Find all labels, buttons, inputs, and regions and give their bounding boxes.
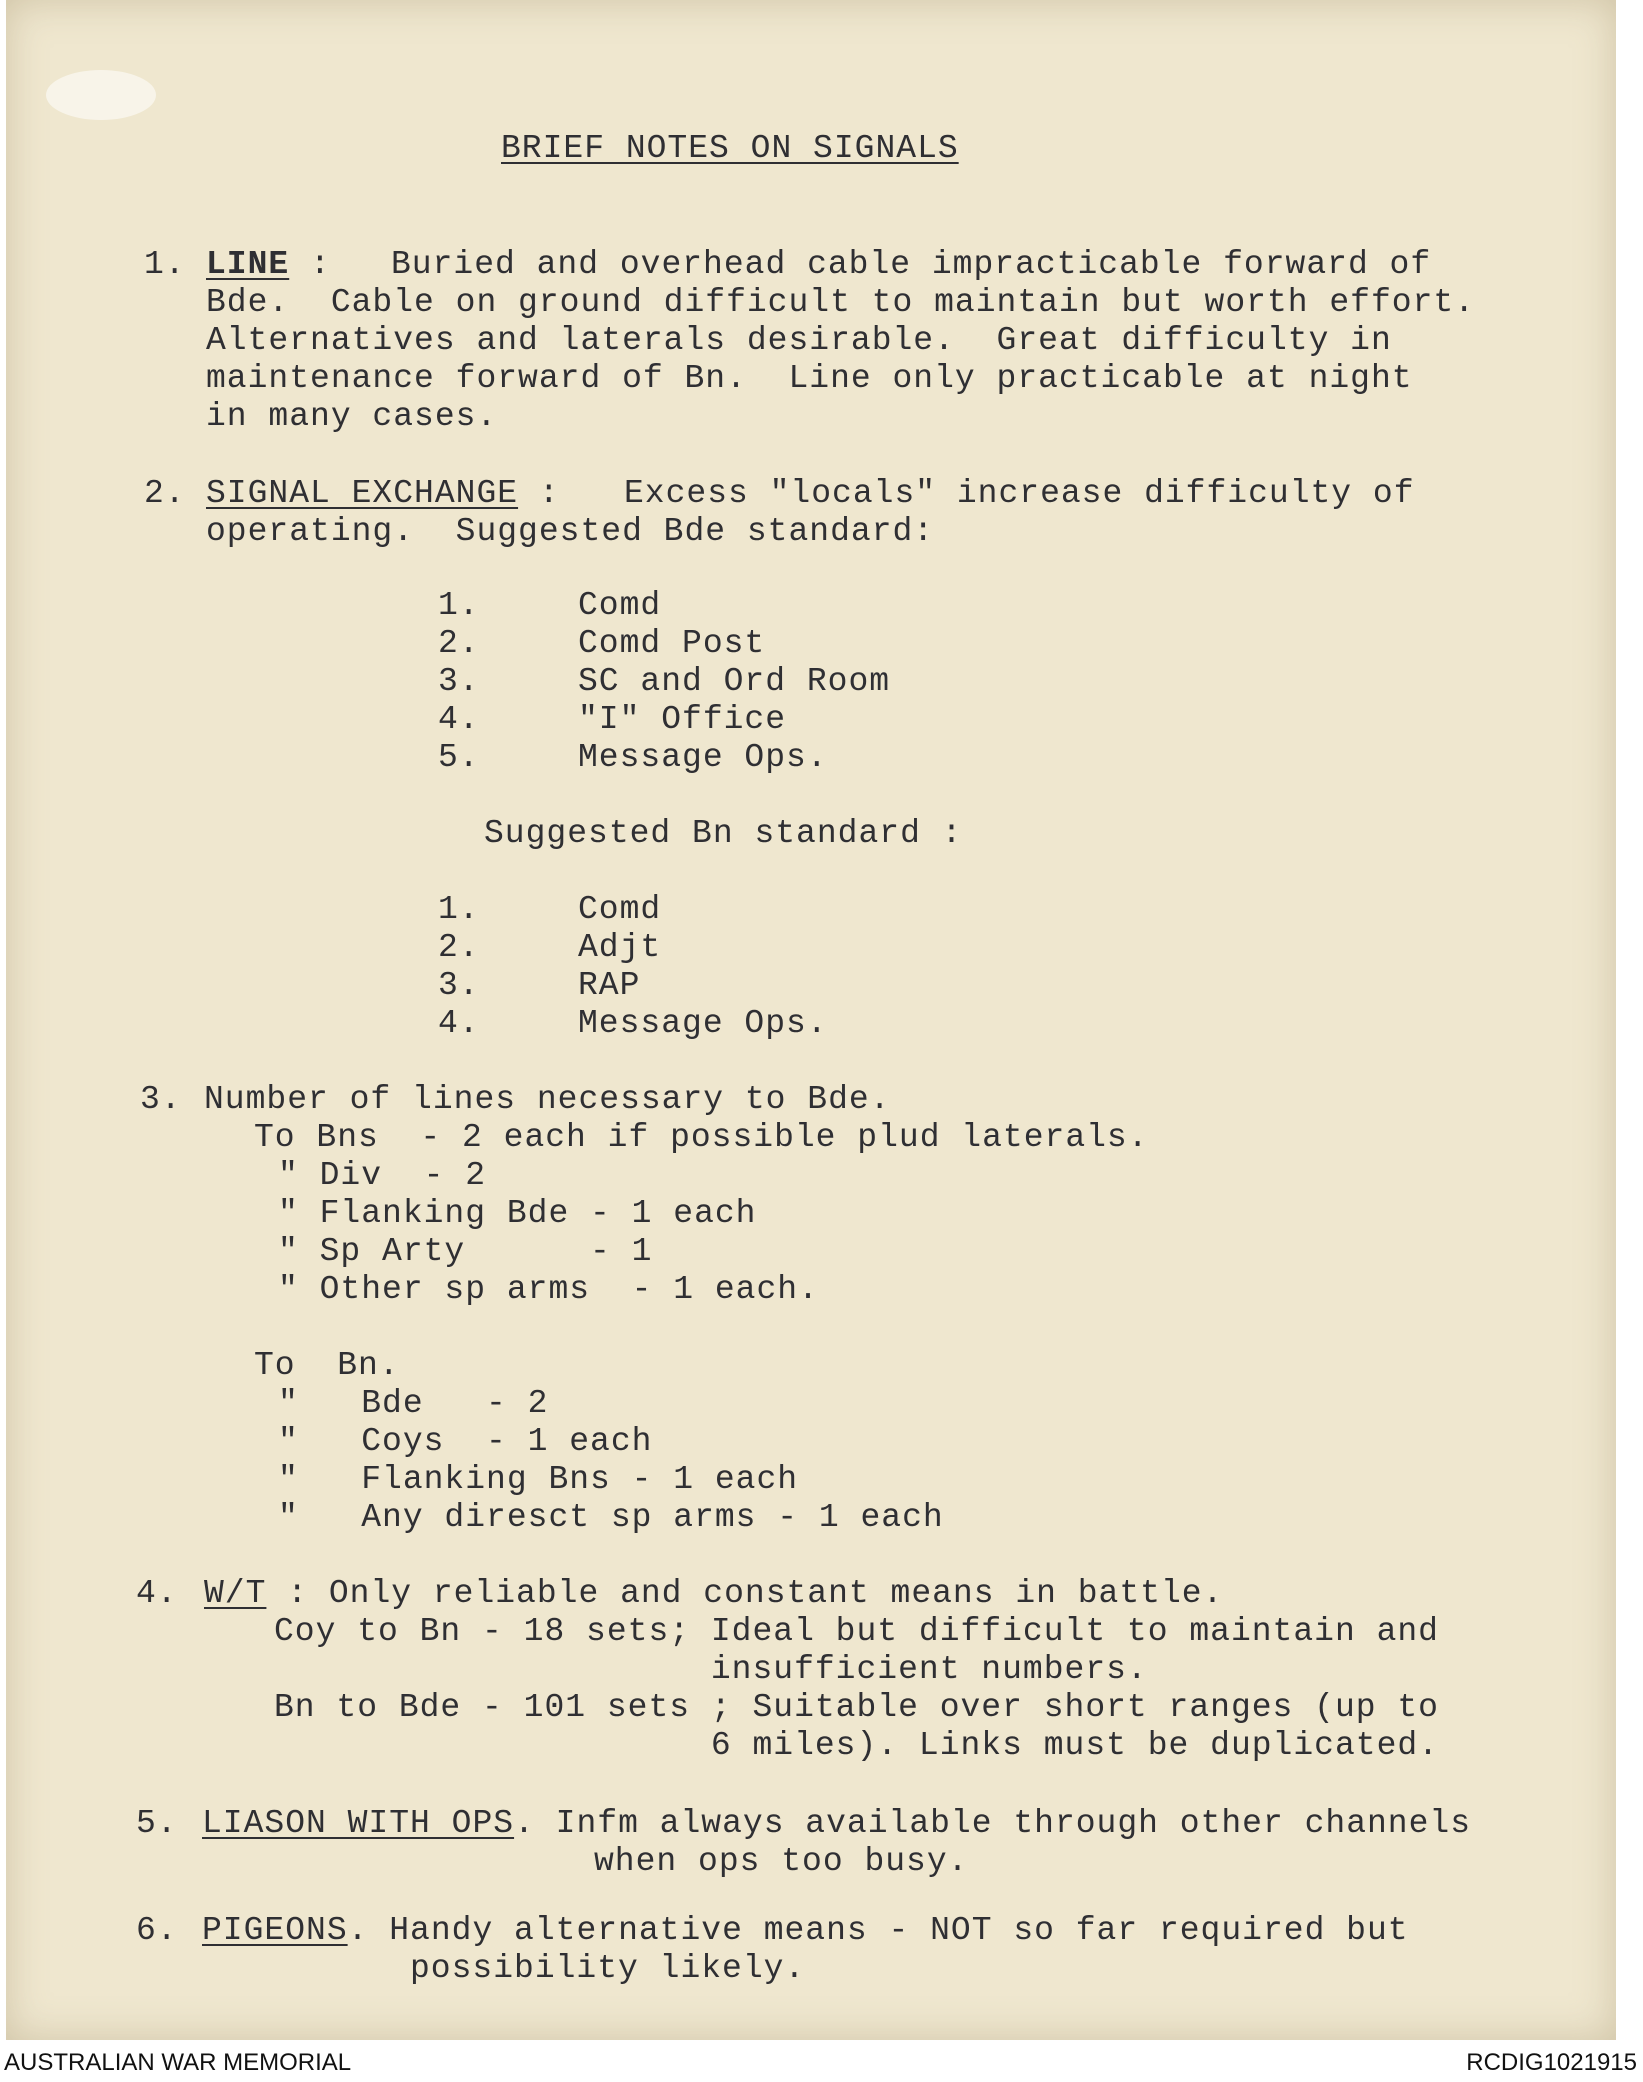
section-2-heading: SIGNAL EXCHANGE — [206, 475, 519, 512]
bde-list-item: Comd Post — [578, 625, 766, 662]
bn-list-item: Comd — [578, 891, 662, 928]
document-sheet — [6, 0, 1616, 2040]
bde-list-item: SC and Ord Room — [578, 663, 891, 700]
section-6-number: 6. — [136, 1912, 178, 1949]
bn-lines-item: To Bn. — [254, 1347, 400, 1384]
section-2-heading-line — [206, 475, 560, 513]
section-5-line: when ops too busy. — [594, 1843, 969, 1880]
bn-list-number: 4. — [438, 1005, 480, 1042]
section-3-number: 3. — [140, 1081, 182, 1118]
footer-credit: AUSTRALIAN WAR MEMORIAL — [4, 2049, 352, 2076]
section-4-line: insufficient numbers. — [274, 1651, 1148, 1688]
section-5-heading: LIASON WITH OPS — [202, 1805, 515, 1842]
section-3-text: Number of lines necessary to Bde. — [204, 1081, 891, 1118]
bn-list-number: 3. — [438, 967, 480, 1004]
section-1-heading: LINE — [206, 246, 290, 283]
bde-lines-item: " Flanking Bde - 1 each — [278, 1195, 757, 1232]
bn-list-number: 1. — [438, 891, 480, 928]
bde-list-item: Message Ops. — [578, 739, 828, 776]
section-1-sep: : — [289, 246, 331, 283]
section-4-line: 6 miles). Links must be duplicated. — [274, 1727, 1439, 1764]
section-2-sep: : — [518, 475, 560, 512]
section-1-line: Buried and overhead cable impracticable forward of — [391, 246, 1432, 283]
bde-lines-item: " Other sp arms - 1 each. — [278, 1271, 819, 1308]
bde-list-number: 4. — [438, 701, 480, 738]
bde-list-item: "I" Office — [578, 701, 787, 738]
section-4-line: Coy to Bn - 18 sets; Ideal but difficult to maintain and — [274, 1613, 1439, 1650]
bn-list-item: Adjt — [578, 929, 662, 966]
section-4-line: Bn to Bde - 101 sets ; Suitable over short ranges (up to — [274, 1689, 1439, 1726]
section-6-heading-line — [202, 1912, 1409, 1950]
bn-list-item: Message Ops. — [578, 1005, 828, 1042]
section-6-rest: . Handy alternative means - NOT so far required but — [347, 1912, 1409, 1949]
bde-list-number: 2. — [438, 625, 480, 662]
section-5-rest: . Infm always available through other channels — [514, 1805, 1472, 1842]
section-2-line: Excess "locals" increase difficulty of — [624, 475, 1415, 512]
page-title: BRIEF NOTES ON SIGNALS — [501, 130, 959, 167]
bde-list-number: 5. — [438, 739, 480, 776]
section-4-number: 4. — [136, 1575, 178, 1612]
section-1-line: maintenance forward of Bn. Line only practicable at night — [206, 360, 1413, 397]
section-4-rest: : Only reliable and constant means in battle. — [266, 1575, 1224, 1612]
bde-list-number: 1. — [438, 587, 480, 624]
section-1-number: 1. — [144, 246, 186, 283]
section-5-heading-line — [202, 1805, 1471, 1843]
section-1-line: Alternatives and laterals desirable. Great difficulty in — [206, 322, 1392, 359]
section-2-number: 2. — [144, 475, 186, 512]
bn-lines-item: " Bde - 2 — [278, 1385, 549, 1422]
bde-lines-item: To Bns - 2 each if possible plud laterals. — [254, 1119, 1149, 1156]
bn-list-number: 2. — [438, 929, 480, 966]
bde-list-number: 3. — [438, 663, 480, 700]
bn-standard-heading: Suggested Bn standard : — [484, 815, 963, 852]
section-5-number: 5. — [136, 1805, 178, 1842]
section-4-heading-line — [204, 1575, 1223, 1613]
bn-list-item: RAP — [578, 967, 641, 1004]
section-6-heading: PIGEONS — [202, 1912, 348, 1949]
section-1-line: Bde. Cable on ground difficult to maintain but worth effort. — [206, 284, 1475, 321]
section-1-line: in many cases. — [206, 398, 498, 435]
section-4-heading: W/T — [204, 1575, 267, 1612]
bn-lines-item: " Coys - 1 each — [278, 1423, 653, 1460]
bde-lines-item: " Div - 2 — [278, 1157, 487, 1194]
bn-lines-item: " Flanking Bns - 1 each — [278, 1461, 799, 1498]
section-2-line: operating. Suggested Bde standard: — [206, 513, 935, 550]
section-1-heading-line — [206, 246, 331, 284]
paper-stain — [46, 70, 156, 120]
bde-list-item: Comd — [578, 587, 662, 624]
footer-id: RCDIG1021915 — [1466, 2049, 1637, 2076]
bn-lines-item: " Any diresct sp arms - 1 each — [278, 1499, 944, 1536]
bde-lines-item: " Sp Arty - 1 — [278, 1233, 653, 1270]
section-6-line: possibility likely. — [410, 1950, 806, 1987]
